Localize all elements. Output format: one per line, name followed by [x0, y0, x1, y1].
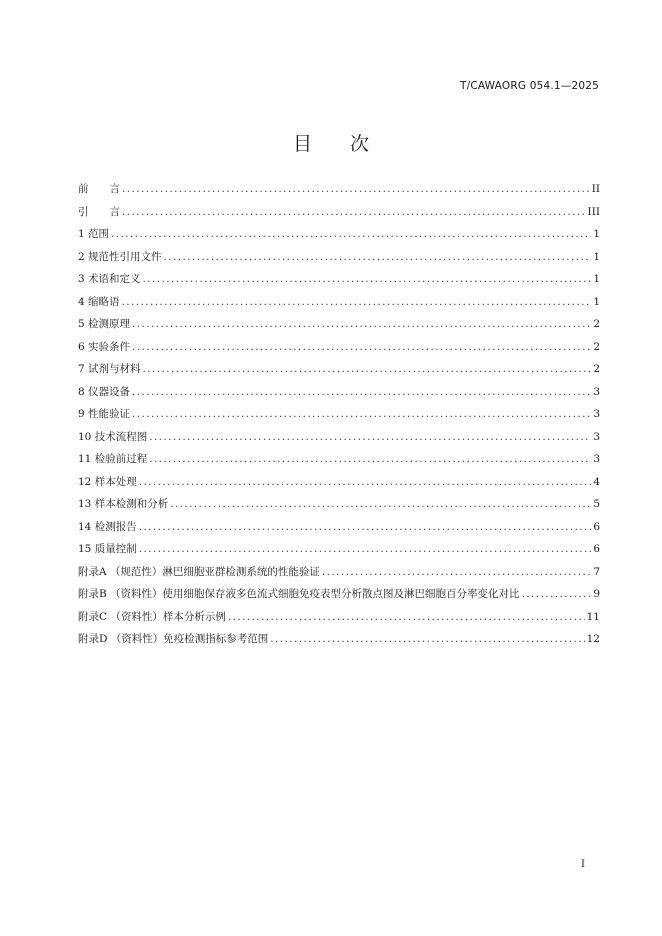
- toc-entry[interactable]: [78, 178, 600, 201]
- toc-entry-page: 3: [593, 430, 600, 443]
- toc-entry[interactable]: [78, 628, 600, 651]
- toc-entry-title: 2 规范性引用文件: [78, 250, 162, 263]
- toc-entry[interactable]: [78, 291, 600, 314]
- toc-dot-leader: [322, 561, 591, 584]
- toc-entry-title: 附录C （资料性）样本分析示例: [78, 610, 226, 623]
- toc-entry[interactable]: [78, 516, 600, 539]
- toc-entry-title: 6 实验条件: [78, 340, 131, 353]
- toc-entry-title: 9 性能验证: [78, 408, 131, 420]
- toc-dot-leader: [132, 403, 591, 426]
- toc-entry[interactable]: [78, 583, 600, 606]
- document-code: T/CAWAORG 054.1—2025: [459, 80, 599, 92]
- toc-entry-title: 3 术语和定义: [78, 273, 141, 285]
- toc-entry[interactable]: [78, 223, 600, 246]
- toc-dot-leader: [111, 223, 591, 246]
- toc-dot-leader: [122, 178, 590, 201]
- toc-dot-leader: [164, 246, 592, 269]
- toc-entry-title: 14 检测报告: [78, 520, 137, 533]
- toc-entry-title: 附录A （规范性）淋巴细胞亚群检测系统的性能验证: [78, 565, 320, 578]
- toc-entry[interactable]: [78, 313, 600, 336]
- toc-entry-title: 附录B （资料性）使用细胞保存液多色流式细胞免疫表型分析散点图及淋巴细胞百分率变化对比: [78, 588, 520, 600]
- toc-dot-leader: [170, 493, 591, 516]
- toc-entry[interactable]: [78, 426, 600, 449]
- toc-entry-title: 15 质量控制: [78, 543, 137, 555]
- toc-entry-page: 5: [593, 498, 600, 510]
- toc-dot-leader: [149, 426, 591, 449]
- toc-entry-page: 1: [593, 228, 600, 240]
- toc-entry-page: 6: [593, 520, 600, 533]
- toc-entry-page: 1: [593, 273, 600, 285]
- toc-entry-page: 2: [593, 363, 600, 375]
- toc-entry[interactable]: [78, 336, 600, 359]
- toc-entry-page: 3: [593, 453, 600, 465]
- toc-entry[interactable]: [78, 606, 600, 629]
- toc-dot-leader: [132, 381, 591, 404]
- toc-entry-page: 1: [593, 250, 600, 263]
- toc-dot-leader: [143, 268, 592, 291]
- toc-dot-leader: [228, 606, 585, 629]
- toc-dot-leader: [270, 628, 584, 651]
- toc-entry[interactable]: [78, 538, 600, 561]
- toc-entry-title: 13 样本检测和分析: [78, 498, 169, 510]
- toc-entry-title: 8 仪器设备: [78, 385, 131, 398]
- toc-entry-page: 1: [593, 295, 600, 308]
- toc-dot-leader: [149, 448, 591, 471]
- toc-dot-leader: [122, 291, 592, 314]
- toc-entry-title: 1 范围: [78, 228, 110, 240]
- toc-entry[interactable]: [78, 201, 600, 224]
- toc-dot-leader: [139, 471, 592, 494]
- toc-entry[interactable]: [78, 246, 600, 269]
- toc-entry-page: 3: [593, 385, 600, 398]
- toc-entry-title: 11 检验前过程: [78, 453, 148, 465]
- toc-entry[interactable]: [78, 268, 600, 291]
- toc-entry-page: 12: [586, 633, 600, 645]
- toc-entry-title: 前 言: [78, 183, 120, 195]
- toc-entry-title: 7 试剂与材料: [78, 363, 141, 375]
- toc-entry-title: 12 样本处理: [78, 475, 137, 488]
- toc-entry-page: 7: [593, 565, 600, 578]
- toc-entry[interactable]: [78, 381, 600, 404]
- toc-dot-leader: [132, 313, 591, 336]
- toc-entry[interactable]: [78, 471, 600, 494]
- toc-entry-title: 4 缩略语: [78, 295, 120, 308]
- toc-entry[interactable]: [78, 403, 600, 426]
- toc-entry[interactable]: [78, 561, 600, 584]
- toc-dot-leader: [139, 516, 592, 539]
- toc-entry-page: 4: [593, 475, 600, 488]
- toc-entry-title: 10 技术流程图: [78, 430, 148, 443]
- page-number: I: [581, 859, 585, 870]
- table-of-contents: [78, 178, 600, 651]
- toc-entry[interactable]: [78, 448, 600, 471]
- toc-dot-leader: [122, 201, 586, 224]
- toc-entry-title: 引 言: [78, 205, 120, 218]
- toc-dot-leader: [132, 336, 591, 359]
- toc-dot-leader: [143, 358, 592, 381]
- toc-entry-page: 9: [593, 588, 600, 600]
- toc-dot-leader: [139, 538, 592, 561]
- toc-entry-title: 5 检测原理: [78, 318, 131, 330]
- toc-entry-page: 6: [593, 543, 600, 555]
- toc-entry-page: 11: [586, 610, 600, 623]
- toc-entry[interactable]: [78, 358, 600, 381]
- toc-entry-page: 3: [593, 408, 600, 420]
- toc-entry[interactable]: [78, 493, 600, 516]
- toc-entry-page: 2: [593, 318, 600, 330]
- toc-entry-page: II: [591, 183, 600, 195]
- page-title: 目 次: [292, 133, 369, 155]
- toc-entry-title: 附录D （资料性）免疫检测指标参考范围: [78, 633, 269, 645]
- toc-dot-leader: [522, 583, 592, 606]
- toc-entry-page: III: [587, 205, 600, 218]
- toc-entry-page: 2: [593, 340, 600, 353]
